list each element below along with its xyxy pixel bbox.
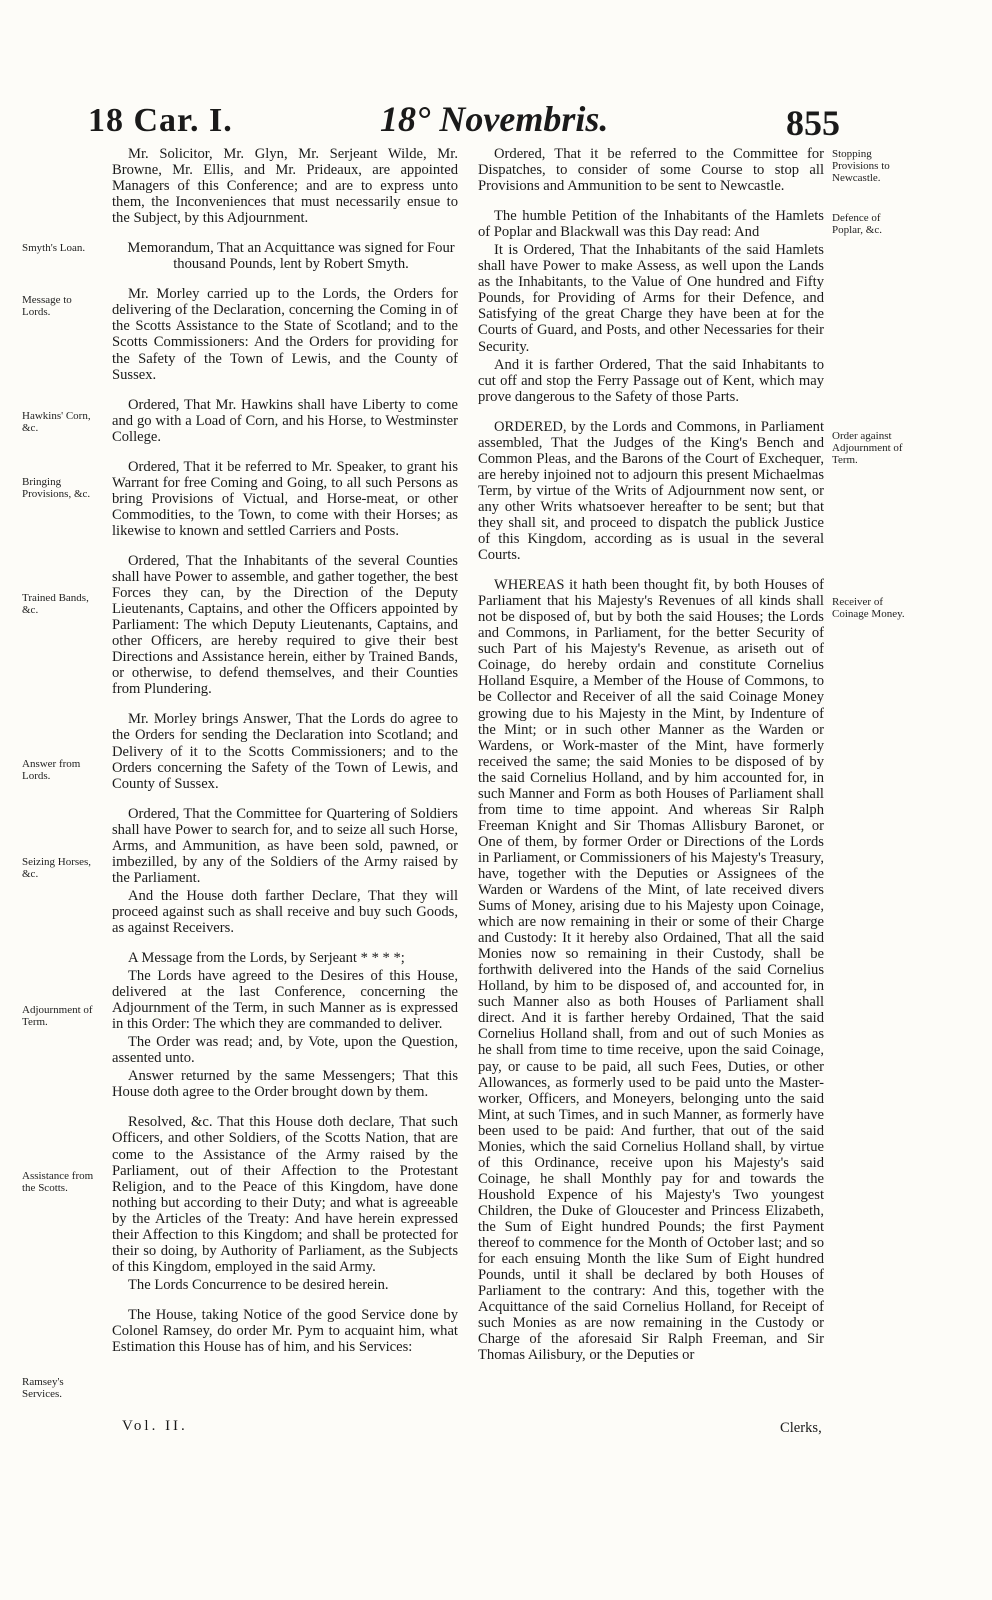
paragraph: Ordered, That the Committee for Quartering of Soldiers shall have Power to search for, and to seize all such Horse, Arms, and Ammunition, as have been sold, pawned, or imbezilled, by any of the Soldiers of the Army raised by the Parliament.: [112, 805, 458, 886]
paragraph: ORDERED, by the Lords and Commons, in Parliament assembled, That the Judges of the King's Bench and Common Pleas, and the Barons of the Court of Exchequer, are hereby injoined not to adjourn this present Michaelmas Term, by virtue of the Writs of Adjournment now sent, or any other Writs whatsoever hereafter to be sent; but that they shall sit, and proceed to dispatch the publick Justice of this Kingdom, according as is usual in the several Courts.: [478, 418, 824, 564]
margin-note: Hawkins' Corn, &c.: [22, 410, 91, 434]
margin-note: Trained Bands, &c.: [22, 592, 89, 616]
paragraph: It is Ordered, That the Inhabitants of the said Hamlets shall have Power to make Assess, as well upon the Lands as the Inhabitants, to the Value of One hundred and Fifty Pounds, for Providing of Arms for their Defence, and Satisfying of the great Charge they have been at for the Courts of Guard, and Posts, and other Necessaries for their Security.: [478, 242, 824, 355]
date-label: 18° Novembris.: [380, 99, 609, 139]
margin-note: Smyth's Loan.: [22, 242, 86, 254]
reign-label: 18 Car. I.: [88, 102, 233, 139]
margin-note: Ramsey's Services.: [22, 1376, 64, 1400]
paragraph: Mr. Morley brings Answer, That the Lords do agree to the Orders for sending the Declaration into Scotland; and Delivery of it to the Scotts Commissioners; and to the Orders concerning the Safety of the Town of Lewis, and County of Sussex.: [112, 711, 458, 792]
paragraph: Answer returned by the same Messengers; That this House doth agree to the Order brought down by them.: [112, 1068, 458, 1101]
paragraph: Ordered, That Mr. Hawkins shall have Liberty to come and go with a Load of Corn, and his Horse, to Westminster College.: [112, 396, 458, 445]
paragraph: Mr. Solicitor, Mr. Glyn, Mr. Serjeant Wilde, Mr. Browne, Mr. Ellis, and Mr. Prideaux, are appointed Managers of this Conference; and are to express unto them, the Inconveniences that must necessarily ensue to the Subject, by this Adjournment.: [112, 146, 458, 227]
paragraph: And it is farther Ordered, That the said Inhabitants to cut off and stop the Ferry Passage out of Kent, which may prove dangerous to the Safety of those Parts.: [478, 356, 824, 405]
paragraph: Resolved, &c. That this House doth declare, That such Officers, and other Soldiers, of the Scotts Nation, that are come to the Assistance of the Army raised by the Parliament, out of their Affection to the Protestant Religion, and to the Peace of this Kingdom, have done nothing but according to their Duty; and what is agreeable by the Articles of the Treaty: And have herein expressed their Affection to this Kingdom; and shall be protected for their so doing, by Authority of Parliament, as the Subjects of this Kingdom, employed in the said Army.: [112, 1114, 458, 1275]
left-column: [112, 146, 458, 1362]
margin-note: Adjournment of Term.: [22, 1004, 93, 1028]
paragraph: Mr. Morley carried up to the Lords, the Orders for delivering of the Declaration, concerning the Coming in of the Scotts Assistance to the State of Scotland; and to the Scotts Commissioners: And the Orders for providing for the Safety of the Town of Lewis, and the County of Sussex.: [112, 286, 458, 383]
volume-signature: Vol. II.: [122, 1418, 188, 1434]
margin-note: Defence of Poplar, &c.: [832, 212, 882, 236]
paragraph: Ordered, That it be referred to the Committee for Dispatches, to consider of some Course to stop all Provisions and Ammunition to be sent to Newcastle.: [478, 146, 824, 195]
paragraph: Ordered, That the Inhabitants of the several Counties shall have Power to assemble, and gather together, the best Forces they can, by the Direction of the Deputy Lieutenants, Captains, and other the Officers appointed by Parliament: The which Deputy Lieutenants, Captains, and other Officers, are hereby required to give their best Directions and Assistance herein, either by Trained Bands, or otherwise, to defend themselves, and their Counties from Plundering.: [112, 552, 458, 698]
paragraph: And the House doth farther Declare, That they will proceed against such as shall receive and buy such Goods, as against Receivers.: [112, 887, 458, 936]
paragraph: The Order was read; and, by Vote, upon the Question, assented unto.: [112, 1034, 458, 1067]
right-column: [478, 146, 824, 1370]
page-number: 855: [786, 103, 840, 143]
paragraph: The Lords Concurrence to be desired herein.: [128, 1276, 389, 1293]
paragraph: Memorandum, That an Acquittance was signed for Four thousand Pounds, lent by Robert Smyth.: [127, 240, 455, 273]
paragraph: Ordered, That it be referred to Mr. Speaker, to grant his Warrant for free Coming and Going, to all such Persons as bring Provisions of Victual, and Horse-meat, or other Commodities, to the Town, to come with their Horses; as likewise to known and settled Carriers and Posts.: [112, 458, 458, 539]
margin-note: Seizing Horses, &c.: [22, 856, 92, 880]
running-header: [0, 94, 992, 144]
margin-note: Message to Lords.: [22, 294, 72, 318]
paragraph: A Message from the Lords, by Serjeant * * * *;: [128, 950, 405, 967]
margin-note: Stopping Provisions to Newcastle.: [832, 148, 890, 184]
paragraph: The humble Petition of the Inhabitants of the Hamlets of Poplar and Blackwall was this Day read: And: [478, 208, 824, 241]
margin-note: Assistance from the Scotts.: [22, 1170, 94, 1194]
paragraph: WHEREAS it hath been thought fit, by both Houses of Parliament that his Majesty's Revenues of all kinds shall not be disposed of, but by both the said Houses; the Lords and Commons, in Parliament, for the better Security of such Part of his Majesty's Revenue, as ariseth out of Coinage, do hereby ordain and constitute Cornelius Holland Esquire, a Member of the House of Commons, to be Collector and Receiver of all the said Coinage Money growing due to his Majesty in the Mint, by Indenture of the Mint; or in such other Manner as the Warden or Wardens, or Work-master of the Mint, have formerly received the same; the said Monies to be disposed of by the said Cornelius Holland, and by him accounted for, in such Manner and Form as both Houses of Parliament shall from time to time appoint. And whereas Sir Ralph Freeman Knight and Sir Thomas Allisbury Baronet, or One of them, by former Order or Directions of the Lords in Parliament, or Commissioners of his Majesty's Treasury, have, together with the Deputies or Assignees of the Warden or Wardens of the Mint, of late received divers Sums of Money, arising due to his Majesty upon Coinage, which are now remaining in their or some of their Charge and Custody: It it hereby also Ordained, That all the said Monies now so remaining in their Custody, shall be forthwith delivered into the Hands of the said Cornelius Holland, by him to be disposed of, and accounted for, in such Manner also as both Houses of Parliament shall direct. And it is farther hereby Ordained, That the said Cornelius Holland shall, from and out of such Monies as he shall from time to time receive, upon the said Coinage, pay, or cause to be paid, all such Fees, Duties, or other Allowances, as formerly used to be paid unto the Master-worker, Officers, and Moneyers, belonging unto the said Mint, at such Times, and in such Manner, as formerly have been used to be paid: And further, that out of the said Monies, which the said Cornelius Holland shall, by virtue of this Ordinance, receive upon his Majesty's said Coinage, he shall Monthly pay for and towards the Houshold Expence of his Majesty's Two youngest Children, the Duke of Gloucester and Princess Elizabeth, the Sum of Eight hundred Pounds; the first Payment thereof to commence for the Month of October last; and so for each ensuing Month the like Sum of Eight hundred Pounds, until it shall be declared by both Houses of Parliament to the contrary: And this, together with the Acquittance of the said Cornelius Holland, for Receipt of such Monies as are now remaining in the Custody or Charge of the aforesaid Sir Ralph Freeman, and Sir Thomas Ailisbury, or the Deputies or: [478, 577, 824, 1364]
catchword: Clerks,: [780, 1420, 822, 1436]
margin-note: Bringing Provisions, &c.: [22, 476, 91, 500]
margin-note: Answer from Lords.: [22, 758, 81, 782]
paragraph: The Lords have agreed to the Desires of this House, delivered at the last Conference, concerning the Adjournment of the Term, in such Manner as is expressed in this Order: The which they are commanded to deliver.: [112, 968, 458, 1033]
paragraph: The House, taking Notice of the good Service done by Colonel Ramsey, do order Mr. Pym to acquaint him, what Estimation this House has of him, and his Services:: [112, 1306, 458, 1356]
margin-note: Receiver of Coinage Money.: [832, 596, 905, 620]
margin-note: Order against Adjournment of Term.: [832, 430, 903, 466]
